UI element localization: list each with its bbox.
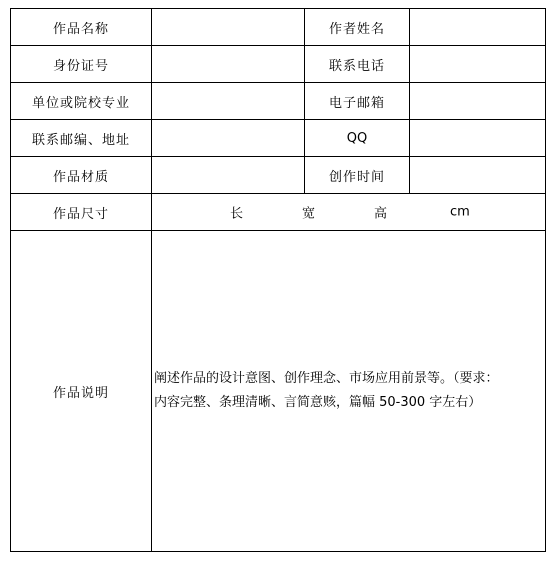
id-number-field[interactable] [152,46,305,83]
width-label: 宽 [302,206,316,222]
form-row-material [11,157,546,194]
qq-label: QQ [305,120,410,157]
creation-time-field[interactable] [410,157,546,194]
phone-label: 联系电话 [305,46,410,83]
form-row-id [11,46,546,83]
description-hint-line-2: 内容完整、条理清晰、言简意赅，篇幅 50-300 字左右） [154,395,482,410]
unit-label: cm [450,204,470,220]
creation-time-label: 创作时间 [305,157,410,194]
form-row-work-name [11,9,546,46]
description-hint-line-1: 阐述作品的设计意图、创作理念、市场应用前景等。（要求： [154,371,499,386]
work-name-label: 作品名称 [11,9,152,46]
size-field[interactable] [152,194,546,231]
phone-field[interactable] [410,46,546,83]
qq-field[interactable] [410,120,546,157]
height-label: 高 [374,206,388,222]
form-row-address [11,120,546,157]
form-row-institution [11,83,546,120]
email-label: 电子邮箱 [305,83,410,120]
email-field[interactable] [410,83,546,120]
work-name-field[interactable] [152,9,305,46]
address-field[interactable] [152,120,305,157]
institution-field[interactable] [152,83,305,120]
material-label: 作品材质 [11,157,152,194]
form-row-description [11,231,546,552]
form-row-size [11,194,546,231]
entry-form-table [10,8,546,552]
institution-label: 单位或院校专业 [11,83,152,120]
length-label: 长 [230,206,244,222]
material-field[interactable] [152,157,305,194]
size-label: 作品尺寸 [11,194,152,231]
description-field[interactable] [152,231,546,552]
id-number-label: 身份证号 [11,46,152,83]
address-label: 联系邮编、地址 [11,120,152,157]
author-name-field[interactable] [410,9,546,46]
description-label: 作品说明 [11,231,152,552]
author-name-label: 作者姓名 [305,9,410,46]
